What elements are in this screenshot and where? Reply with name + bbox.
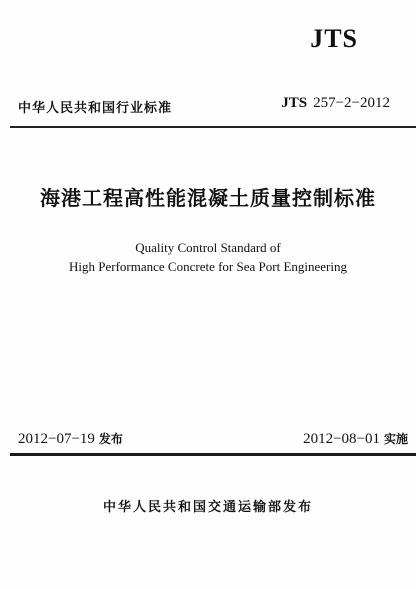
standard-prefix: JTS (281, 95, 308, 111)
standard-category: 中华人民共和国行业标准 (18, 101, 173, 116)
top-divider (10, 126, 416, 128)
issue-date: 2012−07−19 (18, 431, 95, 447)
bottom-divider (10, 453, 416, 456)
jts-logo: JTS (310, 24, 358, 53)
issue-date-block (18, 430, 123, 448)
title-chinese: 海港工程高性能混凝土质量控制标准 (40, 186, 376, 210)
standard-number: 257−2−2012 (313, 95, 390, 111)
standard-code (281, 95, 390, 112)
effective-date-block (303, 430, 408, 448)
title-english-line-2: High Performance Concrete for Sea Port Engineering (69, 259, 347, 274)
effective-date: 2012−08−01 (303, 431, 380, 447)
title-english-line-1: Quality Control Standard of (135, 240, 281, 255)
issue-label: 发布 (98, 432, 123, 446)
effective-label: 实施 (383, 432, 408, 446)
publisher: 中华人民共和国交通运输部发布 (102, 500, 313, 515)
title-english (0, 238, 416, 276)
